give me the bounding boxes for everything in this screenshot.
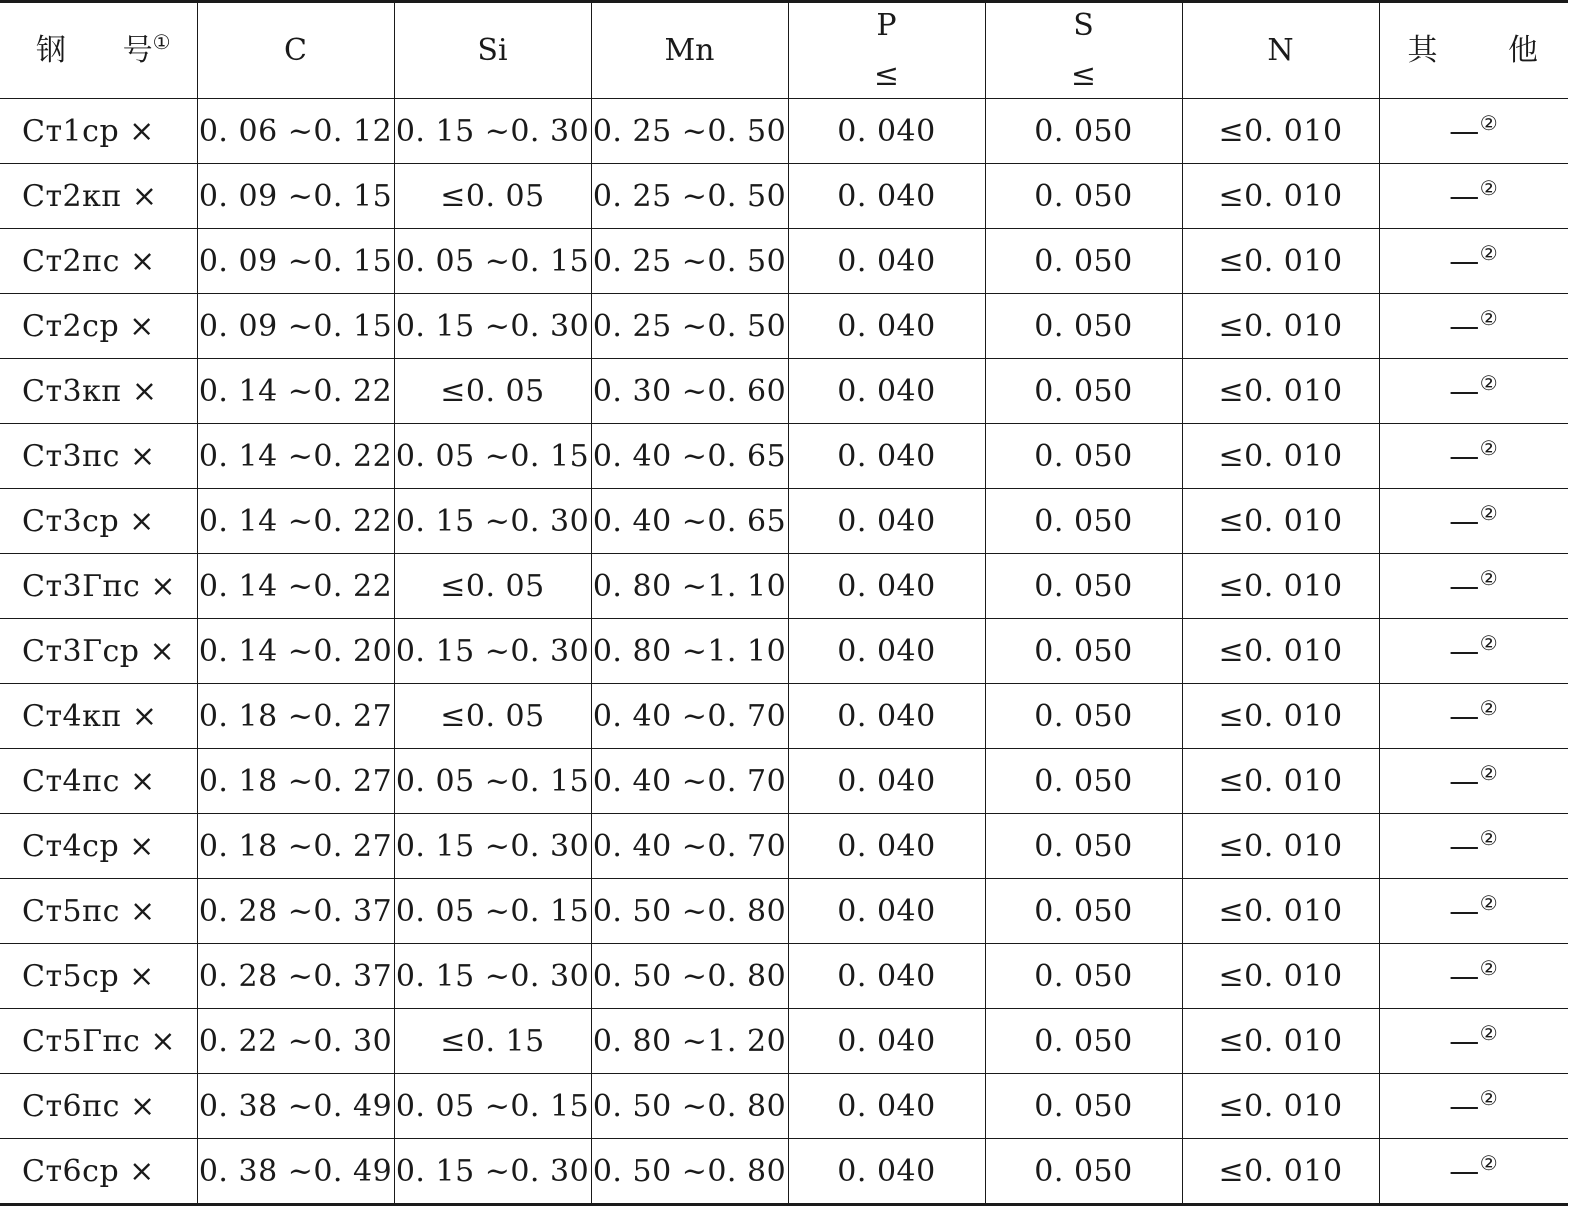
cell-si: 0. 15 ~0. 30 — [394, 944, 591, 1009]
header-grade-footnote: ① — [152, 29, 171, 54]
cell-s: 0. 050 — [985, 164, 1182, 229]
cell-n: ≤0. 010 — [1182, 294, 1379, 359]
cell-c: 0. 22 ~0. 30 — [197, 1009, 394, 1074]
cell-n: ≤0. 010 — [1182, 1009, 1379, 1074]
cell-c: 0. 38 ~0. 49 — [197, 1139, 394, 1205]
cell-other-footnote: ② — [1479, 825, 1499, 850]
cell-mn: 0. 40 ~0. 70 — [591, 749, 788, 814]
cell-other — [1379, 879, 1568, 944]
cell-other-footnote: ② — [1479, 110, 1499, 135]
cell-p: 0. 040 — [788, 684, 985, 749]
cell-mn: 0. 50 ~0. 80 — [591, 879, 788, 944]
cell-other-footnote: ② — [1479, 955, 1499, 980]
cell-other — [1379, 99, 1568, 164]
cell-c: 0. 06 ~0. 12 — [197, 99, 394, 164]
header-s-symbol: S — [1073, 7, 1094, 43]
cell-n: ≤0. 010 — [1182, 359, 1379, 424]
cell-other — [1379, 359, 1568, 424]
cell-other-dash: — — [1449, 828, 1480, 864]
table-row — [0, 944, 1568, 1009]
cell-mn: 0. 50 ~0. 80 — [591, 944, 788, 1009]
cell-c: 0. 38 ~0. 49 — [197, 1074, 394, 1139]
cell-mn: 0. 80 ~1. 20 — [591, 1009, 788, 1074]
cell-other-footnote: ② — [1479, 305, 1499, 330]
cell-other-dash: — — [1449, 1023, 1480, 1059]
header-row — [0, 2, 1568, 99]
cell-grade: Ст5пс × — [0, 879, 197, 944]
cell-n: ≤0. 010 — [1182, 229, 1379, 294]
cell-grade: Ст6пс × — [0, 1074, 197, 1139]
cell-mn: 0. 40 ~0. 70 — [591, 684, 788, 749]
table-row — [0, 684, 1568, 749]
header-p — [788, 2, 985, 99]
table-row — [0, 1074, 1568, 1139]
header-s — [985, 2, 1182, 99]
table-row — [0, 554, 1568, 619]
cell-p: 0. 040 — [788, 424, 985, 489]
cell-other — [1379, 749, 1568, 814]
cell-other-footnote: ② — [1479, 500, 1499, 525]
cell-mn: 0. 40 ~0. 65 — [591, 489, 788, 554]
cell-p: 0. 040 — [788, 619, 985, 684]
cell-mn: 0. 25 ~0. 50 — [591, 99, 788, 164]
table-body — [0, 99, 1568, 1205]
cell-c: 0. 28 ~0. 37 — [197, 879, 394, 944]
cell-other-footnote: ② — [1479, 1085, 1499, 1110]
cell-mn: 0. 50 ~0. 80 — [591, 1139, 788, 1205]
cell-grade: Ст3пс × — [0, 424, 197, 489]
cell-mn: 0. 80 ~1. 10 — [591, 619, 788, 684]
cell-other — [1379, 489, 1568, 554]
cell-other — [1379, 229, 1568, 294]
cell-p: 0. 040 — [788, 229, 985, 294]
header-c: C — [197, 2, 394, 99]
cell-n: ≤0. 010 — [1182, 1074, 1379, 1139]
cell-mn: 0. 80 ~1. 10 — [591, 554, 788, 619]
cell-c: 0. 14 ~0. 22 — [197, 359, 394, 424]
header-grade — [0, 2, 197, 99]
header-other-char-1: 其 — [1407, 32, 1438, 68]
cell-other-dash: — — [1449, 503, 1480, 539]
cell-grade: Ст5ср × — [0, 944, 197, 1009]
table-row — [0, 489, 1568, 554]
cell-c: 0. 14 ~0. 22 — [197, 424, 394, 489]
cell-s: 0. 050 — [985, 814, 1182, 879]
cell-other-footnote: ② — [1479, 240, 1499, 265]
cell-other — [1379, 1139, 1568, 1205]
cell-si: ≤0. 15 — [394, 1009, 591, 1074]
cell-s: 0. 050 — [985, 684, 1182, 749]
cell-n: ≤0. 010 — [1182, 944, 1379, 1009]
cell-other — [1379, 814, 1568, 879]
table-row — [0, 1009, 1568, 1074]
cell-si: 0. 05 ~0. 15 — [394, 1074, 591, 1139]
cell-si: 0. 15 ~0. 30 — [394, 489, 591, 554]
cell-other-dash: — — [1449, 373, 1480, 409]
cell-other-footnote: ② — [1479, 435, 1499, 460]
cell-grade: Ст3кп × — [0, 359, 197, 424]
cell-c: 0. 09 ~0. 15 — [197, 164, 394, 229]
cell-p: 0. 040 — [788, 879, 985, 944]
cell-other-footnote: ② — [1479, 890, 1499, 915]
cell-other-footnote: ② — [1479, 695, 1499, 720]
cell-other — [1379, 619, 1568, 684]
table-row — [0, 1139, 1568, 1205]
cell-p: 0. 040 — [788, 944, 985, 1009]
cell-other-footnote: ② — [1479, 370, 1499, 395]
cell-other — [1379, 684, 1568, 749]
cell-other-dash: — — [1449, 438, 1480, 474]
cell-c: 0. 14 ~0. 20 — [197, 619, 394, 684]
cell-other — [1379, 554, 1568, 619]
cell-mn: 0. 50 ~0. 80 — [591, 1074, 788, 1139]
cell-si: ≤0. 05 — [394, 359, 591, 424]
table-row — [0, 879, 1568, 944]
header-other — [1379, 2, 1568, 99]
cell-n: ≤0. 010 — [1182, 814, 1379, 879]
cell-grade: Ст2кп × — [0, 164, 197, 229]
cell-n: ≤0. 010 — [1182, 554, 1379, 619]
cell-si: 0. 15 ~0. 30 — [394, 1139, 591, 1205]
cell-mn: 0. 30 ~0. 60 — [591, 359, 788, 424]
header-p-limit: ≤ — [873, 57, 900, 93]
cell-grade: Ст2пс × — [0, 229, 197, 294]
cell-s: 0. 050 — [985, 554, 1182, 619]
cell-other-dash: — — [1449, 178, 1480, 214]
table-row — [0, 814, 1568, 879]
cell-s: 0. 050 — [985, 424, 1182, 489]
cell-c: 0. 09 ~0. 15 — [197, 229, 394, 294]
cell-c: 0. 18 ~0. 27 — [197, 749, 394, 814]
cell-n: ≤0. 010 — [1182, 1139, 1379, 1205]
cell-other-dash: — — [1449, 633, 1480, 669]
cell-p: 0. 040 — [788, 359, 985, 424]
cell-s: 0. 050 — [985, 294, 1182, 359]
cell-s: 0. 050 — [985, 944, 1182, 1009]
header-mn: Mn — [591, 2, 788, 99]
cell-other — [1379, 294, 1568, 359]
cell-p: 0. 040 — [788, 554, 985, 619]
cell-p: 0. 040 — [788, 749, 985, 814]
cell-other-dash: — — [1449, 893, 1480, 929]
cell-s: 0. 050 — [985, 1139, 1182, 1205]
cell-p: 0. 040 — [788, 99, 985, 164]
table-row — [0, 359, 1568, 424]
cell-si: ≤0. 05 — [394, 554, 591, 619]
cell-c: 0. 18 ~0. 27 — [197, 684, 394, 749]
cell-s: 0. 050 — [985, 749, 1182, 814]
cell-n: ≤0. 010 — [1182, 684, 1379, 749]
cell-p: 0. 040 — [788, 1009, 985, 1074]
table-row — [0, 229, 1568, 294]
cell-p: 0. 040 — [788, 814, 985, 879]
cell-si: 0. 15 ~0. 30 — [394, 294, 591, 359]
cell-s: 0. 050 — [985, 359, 1182, 424]
header-grade-char-2: 号① — [122, 29, 171, 68]
header-other-char-2: 他 — [1508, 32, 1538, 68]
cell-mn: 0. 25 ~0. 50 — [591, 164, 788, 229]
cell-other-footnote: ② — [1479, 760, 1499, 785]
cell-other — [1379, 424, 1568, 489]
cell-s: 0. 050 — [985, 489, 1182, 554]
cell-s: 0. 050 — [985, 619, 1182, 684]
table-row — [0, 164, 1568, 229]
cell-n: ≤0. 010 — [1182, 99, 1379, 164]
cell-other-dash: — — [1449, 1088, 1480, 1124]
cell-si: 0. 15 ~0. 30 — [394, 99, 591, 164]
table-row — [0, 749, 1568, 814]
cell-mn: 0. 25 ~0. 50 — [591, 294, 788, 359]
cell-grade: Ст4ср × — [0, 814, 197, 879]
cell-grade: Ст3ср × — [0, 489, 197, 554]
cell-grade: Ст1ср × — [0, 99, 197, 164]
cell-p: 0. 040 — [788, 1139, 985, 1205]
table-row — [0, 99, 1568, 164]
cell-c: 0. 14 ~0. 22 — [197, 489, 394, 554]
cell-other — [1379, 1009, 1568, 1074]
cell-si: 0. 05 ~0. 15 — [394, 749, 591, 814]
cell-grade: Ст2ср × — [0, 294, 197, 359]
cell-n: ≤0. 010 — [1182, 879, 1379, 944]
cell-other-footnote: ② — [1479, 1020, 1499, 1045]
cell-p: 0. 040 — [788, 294, 985, 359]
cell-c: 0. 14 ~0. 22 — [197, 554, 394, 619]
cell-si: 0. 15 ~0. 30 — [394, 619, 591, 684]
cell-grade: Ст3Гср × — [0, 619, 197, 684]
table-row — [0, 424, 1568, 489]
cell-other — [1379, 944, 1568, 1009]
cell-si: ≤0. 05 — [394, 684, 591, 749]
cell-si: ≤0. 05 — [394, 164, 591, 229]
cell-other — [1379, 164, 1568, 229]
cell-mn: 0. 40 ~0. 65 — [591, 424, 788, 489]
cell-grade: Ст4пс × — [0, 749, 197, 814]
cell-grade: Ст6ср × — [0, 1139, 197, 1205]
cell-other-footnote: ② — [1479, 565, 1499, 590]
cell-si: 0. 05 ~0. 15 — [394, 424, 591, 489]
header-s-limit: ≤ — [1070, 57, 1097, 93]
cell-other-dash: — — [1449, 763, 1480, 799]
cell-s: 0. 050 — [985, 99, 1182, 164]
cell-s: 0. 050 — [985, 879, 1182, 944]
cell-s: 0. 050 — [985, 1074, 1182, 1139]
cell-grade: Ст4кп × — [0, 684, 197, 749]
table-row — [0, 294, 1568, 359]
cell-mn: 0. 40 ~0. 70 — [591, 814, 788, 879]
cell-s: 0. 050 — [985, 1009, 1182, 1074]
cell-grade: Ст3Гпс × — [0, 554, 197, 619]
cell-other-dash: — — [1449, 243, 1480, 279]
cell-other-footnote: ② — [1479, 175, 1499, 200]
cell-c: 0. 09 ~0. 15 — [197, 294, 394, 359]
cell-other-dash: — — [1449, 568, 1480, 604]
cell-p: 0. 040 — [788, 164, 985, 229]
cell-other-dash: — — [1449, 308, 1480, 344]
cell-other — [1379, 1074, 1568, 1139]
cell-n: ≤0. 010 — [1182, 164, 1379, 229]
header-grade-char-1: 钢 — [36, 32, 66, 68]
cell-mn: 0. 25 ~0. 50 — [591, 229, 788, 294]
cell-c: 0. 18 ~0. 27 — [197, 814, 394, 879]
cell-other-dash: — — [1449, 1153, 1480, 1189]
cell-n: ≤0. 010 — [1182, 489, 1379, 554]
header-si: Si — [394, 2, 591, 99]
cell-other-footnote: ② — [1479, 1150, 1499, 1175]
cell-s: 0. 050 — [985, 229, 1182, 294]
cell-c: 0. 28 ~0. 37 — [197, 944, 394, 1009]
cell-n: ≤0. 010 — [1182, 619, 1379, 684]
header-p-symbol: P — [876, 7, 897, 43]
cell-other-footnote: ② — [1479, 630, 1499, 655]
table-row — [0, 619, 1568, 684]
cell-si: 0. 05 ~0. 15 — [394, 229, 591, 294]
cell-other-dash: — — [1449, 698, 1480, 734]
cell-si: 0. 05 ~0. 15 — [394, 879, 591, 944]
header-n: N — [1182, 2, 1379, 99]
cell-other-dash: — — [1449, 958, 1480, 994]
cell-si: 0. 15 ~0. 30 — [394, 814, 591, 879]
cell-p: 0. 040 — [788, 489, 985, 554]
cell-grade: Ст5Гпс × — [0, 1009, 197, 1074]
cell-other-dash: — — [1449, 113, 1480, 149]
cell-n: ≤0. 010 — [1182, 424, 1379, 489]
cell-n: ≤0. 010 — [1182, 749, 1379, 814]
cell-p: 0. 040 — [788, 1074, 985, 1139]
